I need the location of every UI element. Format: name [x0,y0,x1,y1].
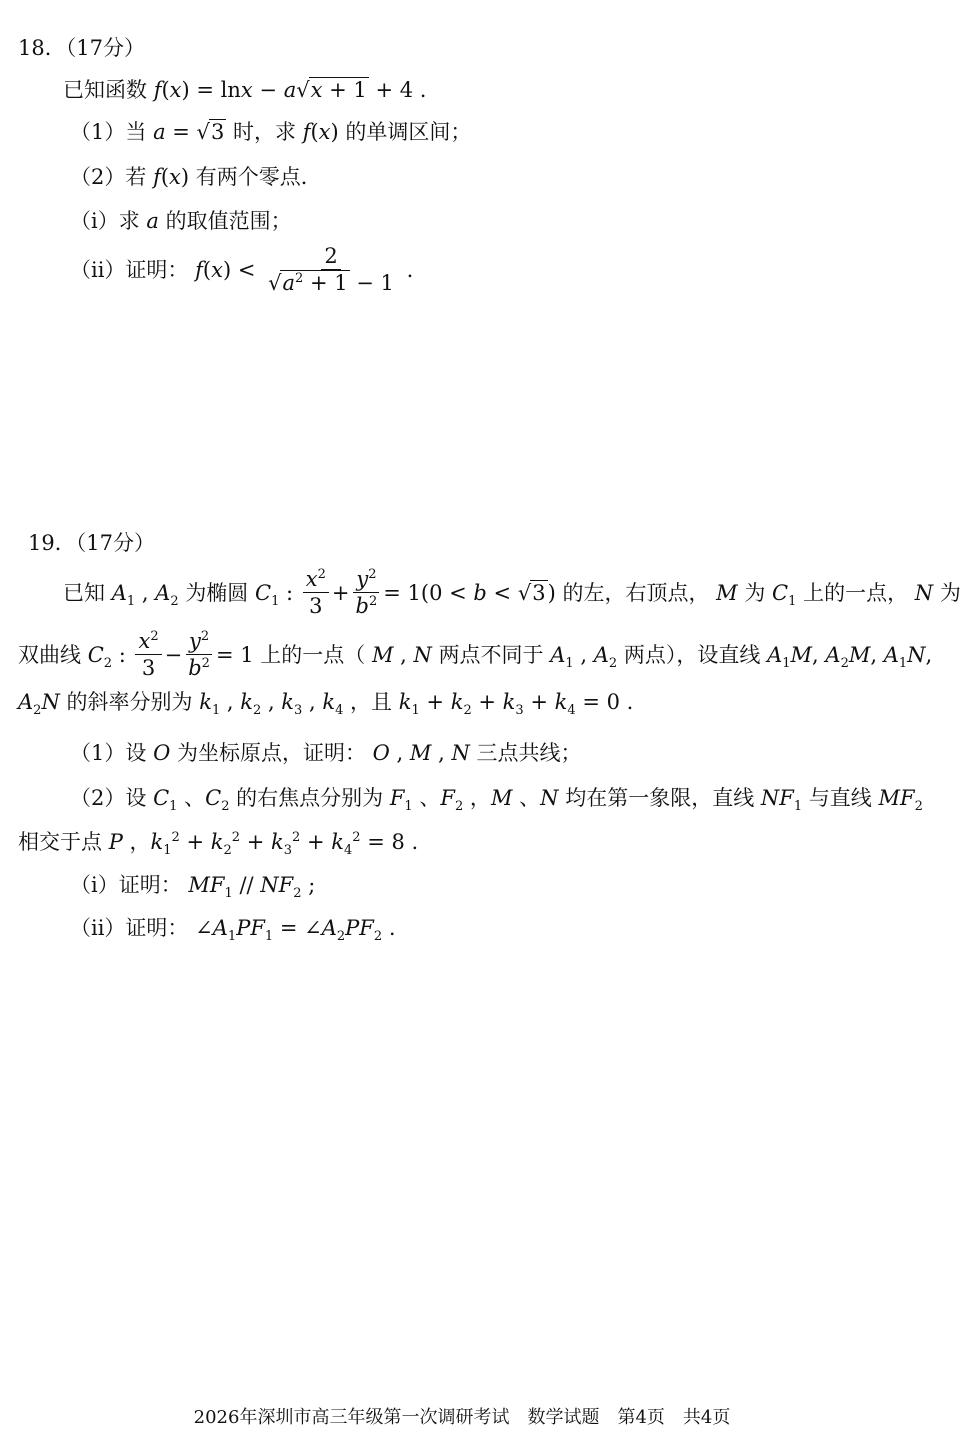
q19-sub-ii: （ii）证明： $\angle A_1PF_1$ = $\angle A_2PF_2$ . [70,916,396,945]
math-a-eq-sqrt3: a = √3 [153,120,225,144]
page-footer: 2026年深圳市高三年级第一次调研考试 数学试题 第4页 共4页 [193,1407,731,1428]
q19-part2: （2）设 $C_1$ 、$C_2$ 的右焦点分别为 $F_1$ 、$F_2$ ，M 、N 均在第一象限，直线 $NF_1$ 与直线 $MF_2$ [70,786,923,815]
q18-part1: （1）当 a = √3 时，求 f(x) 的单调区间； [70,120,472,144]
math-NF1: $NF_1$ [760,786,803,815]
q18-stem [63,80,426,101]
math-M: M [716,581,738,606]
q18-sub-ii: （ii）证明： f(x) < $\frac{2}{√a^2 + 1 - 1}$ . [70,244,414,296]
math-lines: $A_1M$, $A_2M$, $A_1N$, [767,643,933,672]
q18-function-formula: f(x) = lnx − a√x + 1 + 4 . [153,78,427,102]
math-M-N: M , N [371,643,432,668]
math-OMN: O , M , N [372,741,470,765]
math-C1: $C_1$ [772,581,797,610]
math-a1-a2: $A_1$ , $A_2$ [111,581,179,610]
q19-part2-cont: 相交于点 P ，$k_1^2 + k_2^2 + k_3^2 + k_4^2 = 8$ . [18,830,419,859]
q19-sub-i: （i）证明： $MF_1 // NF_2$ ; [70,873,316,902]
math-F1-F2: $F_1$ 、$F_2$ ，M 、N [389,786,559,815]
math-fx: f(x) [302,120,339,144]
q18-stem-text: 已知函数 [63,78,147,102]
math-slope-sum: $k_1 + k_2 + k_3 + k_4 = 0$ . [398,690,634,719]
q19-stem-line1: 已知 $A_1$ , $A_2$ 为椭圆 $C_1$ : $\frac{x^2}{3}$ + $\frac{y^2}{b^2}$ = 1(0 < b < √3) 的左，右顶点， M 为 $C_1$ 上的一点， N 为 [63,567,961,619]
q18-header: 18．（17分） [18,36,145,60]
math-C1-C2: $C_1$ 、$C_2$ [153,786,230,815]
math-angle-equality: $\angle A_1PF_1$ = $\angle A_2PF_2$ . [195,916,396,945]
math-hyperbola: $C_2$ : $\frac{x^2}{3}$ − $\frac{y^2}{b^2}$ = 1 [87,629,261,681]
math-N: N [914,581,934,606]
q19-stem-line3: $A_2N$ 的斜率分别为 $k_1$ , $k_2$ , $k_3$ , $k_4$ ，且 $k_1 + k_2 + k_3 + k_4 = 0$ . [18,690,634,719]
math-a1-a2: $A_1$ , $A_2$ [550,643,618,672]
q18-part2: （2）若 f(x) 有两个零点． [70,165,322,189]
q19-header: 19．（17分） [28,531,155,555]
math-parallel: $MF_1 // NF_2$ ; [188,873,316,902]
math-O: O [153,741,171,765]
q19-stem-line2: 双曲线 $C_2$ : $\frac{x^2}{3}$ − $\frac{y^2}{b^2}$ = 1 上的一点（ M , N 两点不同于 $A_1$ , $A_2$ 两点），设直线 $A_1M$, $A_2M$, $A_1N$, [18,629,933,681]
math-A2N: $A_2N$ [18,690,60,719]
math-slopes: $k_1$ , $k_2$ , $k_3$ , $k_4$ [199,690,344,719]
math-P-condition: P ，$k_1^2 + k_2^2 + k_3^2 + k_4^2 = 8$ . [108,830,419,859]
math-inequality: f(x) < $\frac{2}{√a^2 + 1 - 1}$ . [195,244,414,296]
math-ellipse: $C_1$ : $\frac{x^2}{3}$ + $\frac{y^2}{b^2}$ = 1(0 < b < √3) [255,567,563,619]
math-fx: f(x) [153,165,190,189]
math-MF2: $MF_2$ [878,786,923,815]
math-a: a [146,209,159,233]
q18-sub-i: （i）求 a 的取值范围； [70,209,292,233]
q19-part1: （1）设 O 为坐标原点，证明： O , M , N 三点共线； [70,741,582,765]
